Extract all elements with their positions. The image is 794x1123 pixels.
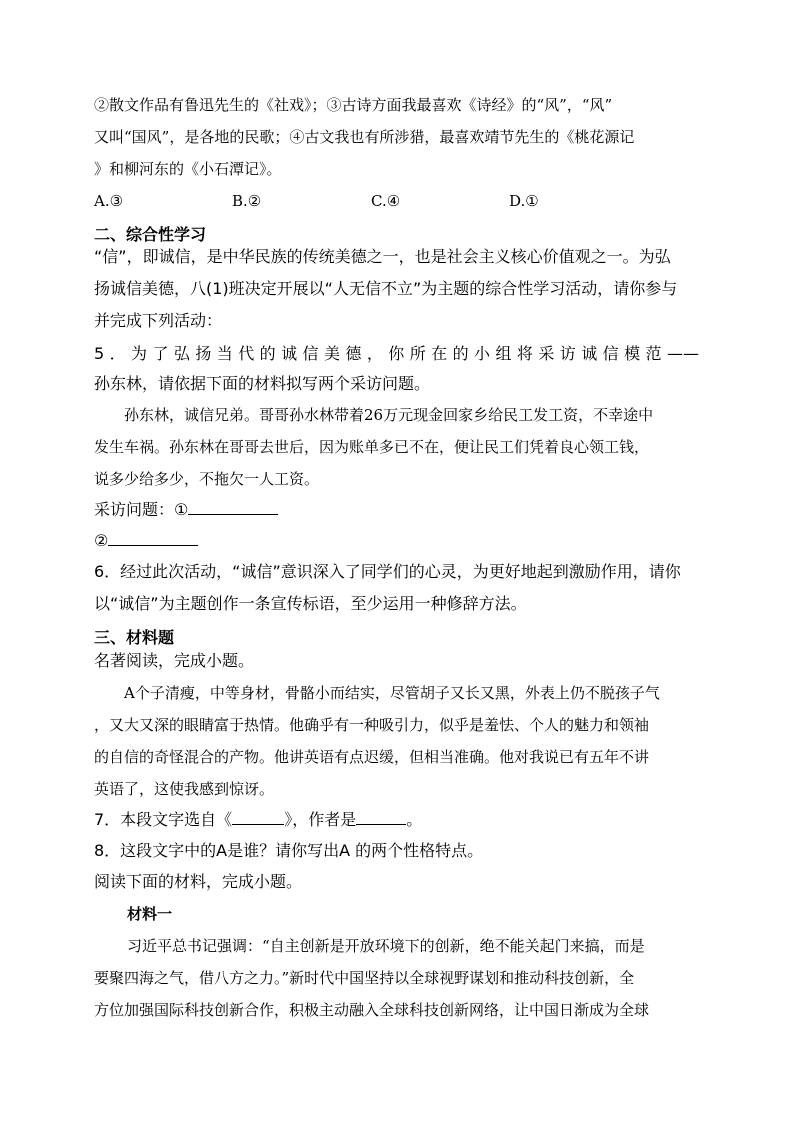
read-material-intro: 阅读下面的材料，完成小题。 — [94, 872, 303, 891]
intro-line-3: 并完成下列活动： — [94, 311, 223, 330]
material-line-1: 孙东林，诚信兄弟。哥哥孙水林带着26万元现金回家乡给民工发工资，不幸途中 — [124, 406, 654, 424]
interview-second-label: ② — [94, 531, 109, 550]
interview-questions — [94, 500, 278, 520]
prev-text-line-2: 又叫“国风”，是各地的民歌；④古文我也有所涉猎，最喜欢靖节先生的《桃花源记 — [94, 128, 635, 146]
excerpt-line-1: A个子清瘦，中等身材，骨骼小而结实，尽管胡子又长又黑，外表上仍不脱孩子气 — [124, 684, 660, 702]
question-7-suffix: 。 — [406, 810, 423, 829]
question-6-line-1: 6．经过此次活动，“诚信”意识深入了同学们的心灵，为更好地起到激励作用，请你 — [94, 562, 681, 581]
question-6-line-2: 以“诚信”为主题创作一条宣传标语，至少运用一种修辞方法。 — [94, 594, 527, 613]
intro-line-1: “信”，即诚信，是中华民族的传统美德之一，也是社会主义核心价值观之一。为弘 — [94, 247, 671, 266]
question-5-line-1: 5．为了弘扬当代的诚信美德，你所在的小组将采访诚信模范—— — [94, 344, 699, 363]
interview-question-2 — [94, 531, 198, 551]
material-one-line-3: 方位加强国际科技创新合作，积极主动融入全球科技创新网络，让中国日渐成为全球 — [94, 1001, 650, 1019]
intro-line-2: 扬诚信美德，八(1)班决定开展以“人无信不立”为主题的综合性学习活动，请你参与 — [94, 279, 678, 298]
question-7-prefix: 7．本段文字选自《 — [94, 810, 233, 829]
question-5-line-2: 孙东林，请依据下面的材料拟写两个采访问题。 — [94, 374, 431, 393]
material-line-2: 发生车祸。孙东林在哥哥去世后，因为账单多已不在，便让民工们凭着良心领工钱， — [94, 438, 650, 456]
answer-blank-1[interactable] — [188, 500, 278, 515]
prev-text-line-1: ②散文作品有鲁迅先生的《社戏》；③古诗方面我最喜欢《诗经》的“风”，“风” — [94, 96, 613, 114]
choice-a: A.③ — [94, 192, 124, 210]
question-8: 8．这段文字中的A是谁？请你写出A 的两个性格特点。 — [94, 841, 484, 860]
excerpt-line-2: ，又大又深的眼睛富于热情。他确乎有一种吸引力，似乎是羞怯、个人的魅力和领袖 — [94, 716, 650, 734]
answer-blank-2[interactable] — [108, 531, 198, 546]
interview-label: 采访问题：① — [94, 500, 189, 519]
prev-text-line-3: 》和柳河东的《小石潭记》。 — [94, 160, 282, 178]
choice-d: D.① — [509, 192, 539, 210]
material-one-line-1: 习近平总书记强调：“自主创新是开放环境下的创新，绝不能关起门来搞，而是 — [127, 937, 645, 955]
choice-c: C.④ — [371, 192, 401, 210]
question-7-mid: 》，作者是 — [284, 810, 357, 829]
material-one-title: 材料一 — [127, 905, 173, 923]
excerpt-line-3: 的自信的奇怪混合的产物。他讲英语有点迟缓，但相当准确。他对我说已有五年不讲 — [94, 748, 650, 766]
book-title-blank[interactable] — [232, 810, 284, 825]
choice-b: B.② — [232, 192, 262, 210]
section-heading-3: 三、材料题 — [94, 628, 175, 647]
author-blank[interactable] — [356, 810, 406, 825]
material-line-3: 说多少给多少，不拖欠一人工资。 — [94, 470, 320, 488]
question-7 — [94, 810, 422, 830]
section-heading-2: 二、综合性学习 — [94, 225, 207, 244]
excerpt-line-4: 英语了，这使我感到惊讶。 — [94, 780, 275, 798]
reading-intro: 名著阅读，完成小题。 — [94, 651, 255, 670]
material-one-line-2: 要聚四海之气，借八方之力。”新时代中国坚持以全球视野谋划和推动科技创新，全 — [94, 969, 635, 987]
